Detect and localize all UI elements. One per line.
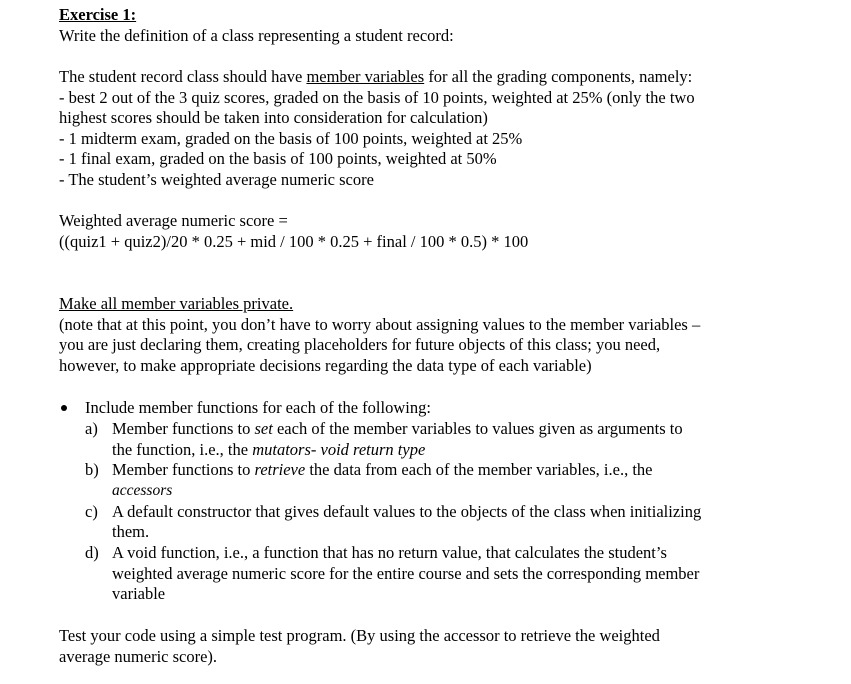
item-c-letter: c) <box>85 502 98 521</box>
formula-expression: ((quiz1 + quiz2)/20 * 0.25 + mid / 100 * 0.25 + final / 100 * 0.5) * 100 <box>59 232 529 251</box>
formula-label: Weighted average numeric score = <box>59 211 288 230</box>
item-a-pre: Member functions to <box>112 419 255 438</box>
item-b-line1 <box>112 460 652 481</box>
functions-bullet-text: Include member functions for each of the following: <box>85 398 431 417</box>
requirements-line <box>59 67 692 88</box>
requirements-pre: The student record class should have <box>59 67 307 86</box>
midterm-requirement: - 1 midterm exam, graded on the basis of 100 points, weighted at 25% <box>59 129 523 148</box>
item-d-line2: weighted average numeric score for the entire course and sets the corresponding member <box>112 564 700 583</box>
intro-text: Write the definition of a class representing a student record: <box>59 26 454 45</box>
private-note-line3: however, to make appropriate decisions regarding the data type of each variable) <box>59 356 592 375</box>
item-b-line2: accessors <box>112 482 173 499</box>
item-a-line2 <box>112 440 425 461</box>
requirements-post: for all the grading components, namely: <box>424 67 693 86</box>
item-b-post: the data from each of the member variables, i.e., the <box>305 460 653 479</box>
member-variables-term: member variables <box>306 67 425 86</box>
private-note-line2: you are just declaring them, creating placeholders for future objects of this class; you need, <box>59 335 661 354</box>
test-line1: Test your code using a simple test program. (By using the accessor to retrieve the weighted <box>59 626 660 645</box>
item-a-cont-pre: the function, i.e., the <box>112 440 253 459</box>
item-a-em: set <box>254 419 273 438</box>
item-b-pre: Member functions to <box>112 460 255 479</box>
quiz-requirement-line1: - best 2 out of the 3 quiz scores, graded on the basis of 10 points, weighted at 25% (only the two <box>59 88 695 107</box>
item-a-letter: a) <box>85 419 98 438</box>
item-a-cont-em: mutators- void return type <box>252 440 426 459</box>
item-c-line2: them. <box>112 522 150 541</box>
item-b-letter: b) <box>85 460 99 479</box>
quiz-requirement-line2: highest scores should be taken into consideration for calculation) <box>59 108 488 127</box>
item-a-post: each of the member variables to values given as arguments to <box>272 419 683 438</box>
item-d-letter: d) <box>85 543 99 562</box>
exercise-title: Exercise 1: <box>59 5 137 24</box>
final-requirement: - 1 final exam, graded on the basis of 100 points, weighted at 50% <box>59 149 497 168</box>
item-a-line1 <box>112 419 683 440</box>
private-heading: Make all member variables private. <box>59 294 294 313</box>
weighted-requirement: - The student’s weighted average numeric score <box>59 170 374 189</box>
test-line2: average numeric score). <box>59 647 218 666</box>
private-note-line1: (note that at this point, you don’t have to worry about assigning values to the member variables – <box>59 315 701 334</box>
item-d-line1: A void function, i.e., a function that has no return value, that calculates the student’s <box>112 543 667 562</box>
bullet-icon <box>61 405 67 411</box>
item-c-line1: A default constructor that gives default values to the objects of the class when initializing <box>112 502 702 521</box>
item-d-line3: variable <box>112 584 166 603</box>
item-b-em: retrieve <box>254 460 306 479</box>
